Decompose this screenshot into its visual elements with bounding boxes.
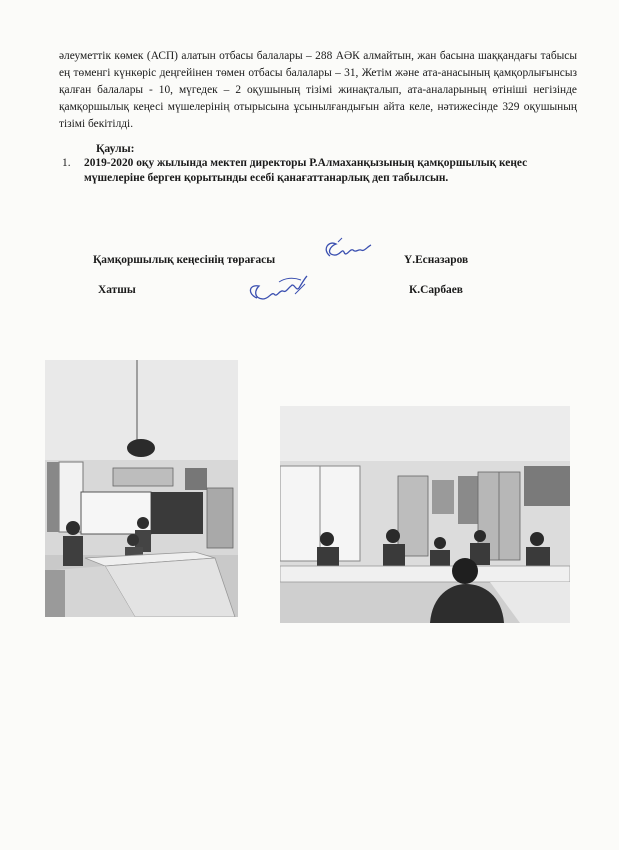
secretary-title: Хатшы: [98, 284, 136, 296]
resolution-item-number: 1.: [62, 157, 71, 169]
chair-title: Қамқоршылық кеңесінің төрағасы: [93, 254, 276, 266]
resolution-item-text: 2019-2020 оқу жылында мектеп директоры Р.Алмаханқызының қамқоршылық кеңес мүшелеріне берген қорытынды есебі қанағаттанарлық деп табылсын.: [84, 157, 528, 184]
resolution-heading: Қаулы:: [96, 142, 135, 155]
body-paragraph: әлеуметтік көмек (АСП) алатын отбасы балалары – 288 АӘК алмайтын, жан басына шаққандағы табысы ең төменгі күнкөріс деңгейінен төмен отбасы балалары – 31, Жетім және ата-анасының қамқорлығынсыз қалған балалары - 10, мүгедек – 2 оқушының тізімі жинақталып, ата-аналарының өтініші негізінде қамқоршылық кеңесі мүшелерінің отырысына ұсынылғандығын айта келе, нәтижесінде 329 оқушының тізімі бекітілді.: [59, 50, 577, 130]
resolution-item: [62, 156, 582, 186]
secretary-name: К.Сарбаев: [409, 284, 463, 296]
meeting-photo-left: [45, 360, 238, 617]
chair-signature: [320, 236, 374, 266]
secretary-signature: [243, 272, 315, 308]
chair-name: Ү.Есназаров: [404, 254, 469, 266]
meeting-photo-right: [280, 406, 570, 623]
